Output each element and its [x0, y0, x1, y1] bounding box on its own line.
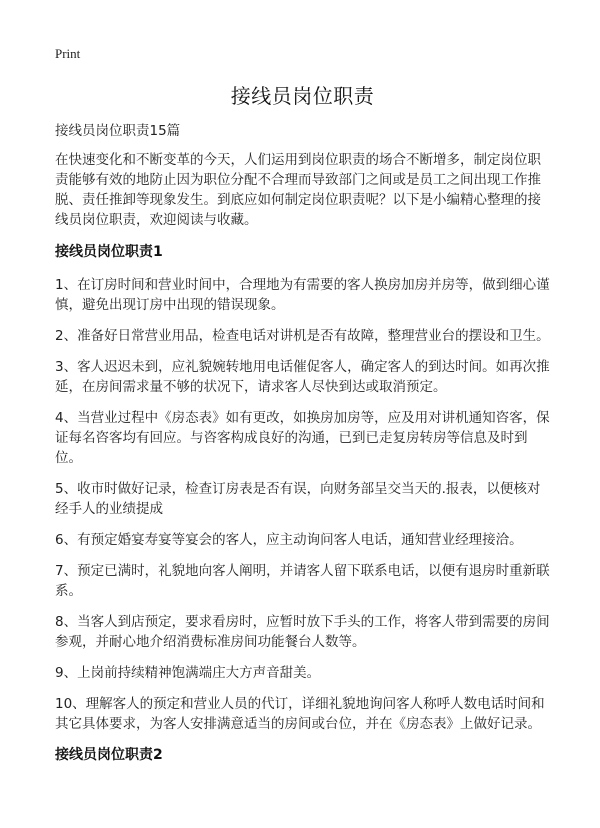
document-body — [55, 150, 550, 778]
list-item: 3、客人迟迟未到，应礼貌婉转地用电话催促客人，确定客人的到达时间。如再次推延，在房间需求量不够的状况下，请求客人尽快到达或取消预定。 — [55, 359, 550, 395]
list-item: 9、上岗前持续精神饱满端庄大方声音甜美。 — [55, 665, 321, 681]
page-title: 接线员岗位职责 — [230, 84, 375, 108]
section-heading-1: 接线员岗位职责1 — [55, 244, 163, 260]
document-subtitle: 接线员岗位职责15篇 — [55, 123, 181, 139]
list-item: 2、准备好日常营业用品，检查电话对讲机是否有故障，整理营业台的摆设和卫生。 — [55, 328, 550, 344]
intro-paragraph: 在快速变化和不断变革的今天，人们运用到岗位职责的场合不断增多，制定岗位职责能够有效的地防止因为职位分配不合理而导致部门之间或是员工之间出现工作推脱、责任推卸等现象发生。到底应如何制定岗位职责呢？以下是小编精心整理的接线员岗位职责，欢迎阅读与收藏。 — [55, 152, 541, 228]
list-item: 10、理解客人的预定和营业人员的代订，详细礼貌地询问客人称呼人数电话时间和其它具体要求，为客人安排满意适当的房间或台位，并在《房态表》上做好记录。 — [55, 696, 545, 732]
list-item: 7、预定已满时，礼貌地向客人阐明，并请客人留下联系电话，以便有退房时重新联系。 — [55, 563, 550, 599]
print-link[interactable]: Print — [55, 46, 81, 61]
list-item: 6、有预定婚宴寿宴等宴会的客人，应主动询问客人电话，通知营业经理接洽。 — [55, 532, 523, 548]
list-item: 1、在订房时间和营业时间中，合理地为有需要的客人换房加房并房等，做到细心谨慎，避免出现订房中出现的错误现象。 — [55, 277, 550, 313]
list-item: 4、当营业过程中《房态表》如有更改，如换房加房等，应及用对讲机通知咨客，保证每名咨客均有回应。与咨客构成良好的沟通，已到已走复房转房等信息及时到位。 — [55, 410, 550, 466]
list-item: 8、当客人到店预定，要求看房时，应暂时放下手头的工作，将客人带到需要的房间参观，并耐心地介绍消费标准房间功能餐台人数等。 — [55, 614, 550, 650]
list-item: 5、收市时做好记录，检查订房表是否有误，向财务部呈交当天的.报表，以便核对经手人的业绩提成 — [55, 481, 541, 517]
section-heading-2: 接线员岗位职责2 — [55, 747, 163, 763]
